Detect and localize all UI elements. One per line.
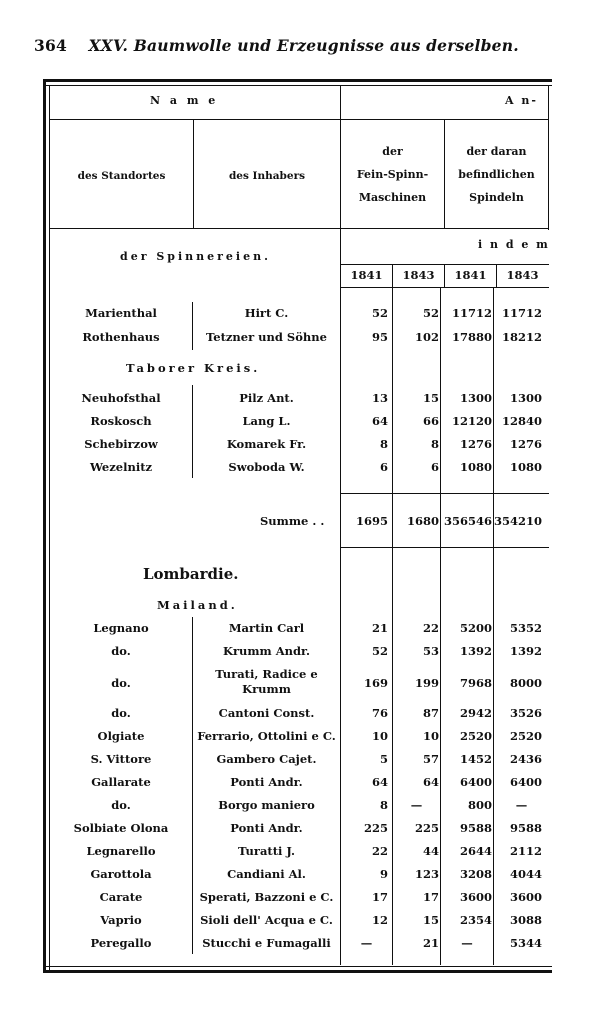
row-spindles-1841: —: [461, 936, 473, 950]
row-machines-1841: 95: [371, 330, 388, 344]
row-machines-1841: 5: [379, 752, 388, 766]
row-owner: Komarek Fr.: [226, 437, 307, 451]
row-spindles-1843: 2520: [509, 729, 542, 743]
row-spindles-1843: 5352: [509, 621, 542, 635]
row-place: Solbiate Olona: [73, 821, 169, 835]
row-machines-1843: 102: [414, 330, 439, 344]
year-1841-machines: 1841: [350, 268, 383, 282]
row-machines-1843: 52: [422, 306, 439, 320]
summe-m41: 1695: [355, 514, 388, 528]
row-place: do.: [111, 676, 131, 690]
year-1843-spindles: 1843: [506, 268, 539, 282]
row-owner: Turatti J.: [238, 844, 295, 858]
row-place: Neuhofsthal: [81, 391, 161, 405]
row-machines-1843: 17: [422, 890, 439, 904]
row-owner: Sperati, Bazzoni e C.: [199, 890, 334, 904]
row-machines-1843: 66: [422, 414, 439, 428]
chapter-title: XXV. Baumwolle und Erzeugnisse aus derselben.: [88, 36, 519, 55]
row-place: Gallarate: [91, 775, 151, 789]
row-machines-1843: 8: [430, 437, 439, 451]
row-spindles-1841: 1392: [459, 644, 492, 658]
row-place: Schebirzow: [84, 437, 158, 451]
heading-fein-line3: Maschinen: [358, 191, 427, 204]
heading-fein-line2: Fein-Spinn-: [356, 168, 429, 181]
heading-in-dem: i n d e m: [478, 238, 550, 251]
row-machines-1843: 64: [422, 775, 439, 789]
heading-spindeln-line1: der daran: [466, 145, 527, 158]
row-machines-1841: 64: [371, 414, 388, 428]
row-place: do.: [111, 706, 131, 720]
row-place: Legnano: [93, 621, 149, 635]
row-spindles-1841: 9588: [459, 821, 492, 835]
row-owner: Pilz Ant.: [239, 391, 294, 405]
row-spindles-1841: 1276: [459, 437, 492, 451]
row-owner: Swoboda W.: [228, 460, 305, 474]
row-machines-1843: 225: [414, 821, 439, 835]
row-machines-1843: 21: [422, 936, 439, 950]
row-place: Carate: [99, 890, 143, 904]
row-spindles-1843: —: [515, 798, 528, 812]
row-machines-1841: 52: [371, 306, 388, 320]
row-spindles-1843: 4044: [509, 867, 542, 881]
heading-spindeln: [445, 140, 548, 209]
row-machines-1843: 53: [422, 644, 439, 658]
row-machines-1843: 87: [422, 706, 439, 720]
row-place: Marienthal: [85, 306, 157, 320]
row-spindles-1843: 5344: [509, 936, 542, 950]
row-spindles-1843: 2436: [509, 752, 542, 766]
row-machines-1843: 6: [430, 460, 439, 474]
summe-s41: 356546: [443, 514, 492, 528]
row-spindles-1843: 3600: [509, 890, 542, 904]
row-spindles-1843: 1392: [509, 644, 542, 658]
row-spindles-1841: 7968: [459, 676, 492, 690]
heading-inhaber: des Inhabers: [228, 170, 306, 182]
row-machines-1841: 52: [371, 644, 388, 658]
row-place: do.: [111, 644, 131, 658]
row-machines-1843: —: [410, 798, 423, 812]
row-spindles-1841: 3208: [459, 867, 492, 881]
row-place: Vaprio: [100, 913, 142, 927]
row-machines-1843: 15: [422, 391, 439, 405]
row-spindles-1841: 800: [467, 798, 492, 812]
row-spindles-1843: 12840: [501, 414, 542, 428]
row-machines-1841: 76: [371, 706, 388, 720]
summe-label: Summe . .: [260, 514, 325, 528]
heading-standort: des Standortes: [77, 170, 166, 182]
row-place: S. Vittore: [90, 752, 152, 766]
row-machines-1841: 225: [363, 821, 388, 835]
row-place: do.: [111, 798, 131, 812]
heading-fein-line1: der: [382, 145, 403, 158]
row-place: Rothenhaus: [82, 330, 160, 344]
heading-spinnereien: der Spinnereien.: [120, 250, 271, 263]
row-spindles-1841: 2354: [459, 913, 492, 927]
row-machines-1843: 22: [422, 621, 439, 635]
row-owner: Tetzner und Söhne: [206, 330, 327, 344]
row-spindles-1841: 2644: [459, 844, 492, 858]
row-machines-1841: 21: [371, 621, 388, 635]
row-spindles-1843: 18212: [501, 330, 542, 344]
row-owner: Gambero Cajet.: [216, 752, 317, 766]
row-spindles-1841: 17880: [451, 330, 492, 344]
row-spindles-1843: 3526: [509, 706, 542, 720]
row-place: Wezelnitz: [89, 460, 153, 474]
column-an-heading: A n-: [505, 94, 538, 107]
row-spindles-1843: 3088: [509, 913, 542, 927]
row-machines-1843: 199: [414, 676, 439, 690]
heading-spindeln-line2: befindlichen: [458, 168, 535, 181]
row-spindles-1843: 8000: [509, 676, 542, 690]
row-spindles-1841: 1300: [459, 391, 492, 405]
column-name-heading: N a m e: [150, 94, 219, 107]
row-owner: Ponti Andr.: [230, 821, 303, 835]
row-owner: Martin Carl: [228, 621, 305, 635]
heading-fein-spinn: [341, 140, 444, 209]
row-owner: Turati, Radice e: [215, 667, 318, 681]
row-spindles-1843: 9588: [509, 821, 542, 835]
row-machines-1841: 17: [371, 890, 388, 904]
row-spindles-1841: 2520: [459, 729, 492, 743]
row-machines-1841: 13: [371, 391, 388, 405]
row-machines-1841: 10: [371, 729, 388, 743]
row-machines-1841: 64: [371, 775, 388, 789]
row-spindles-1841: 6400: [459, 775, 492, 789]
row-machines-1841: 169: [363, 676, 388, 690]
row-spindles-1841: 1452: [459, 752, 492, 766]
page-number: 364: [34, 36, 67, 55]
year-1843-machines: 1843: [402, 268, 435, 282]
section-taborer-kreis: Taborer Kreis.: [126, 361, 261, 375]
row-spindles-1843: 1276: [509, 437, 542, 451]
row-machines-1841: 6: [379, 460, 388, 474]
row-spindles-1841: 3600: [459, 890, 492, 904]
row-spindles-1841: 12120: [451, 414, 492, 428]
row-spindles-1841: 5200: [459, 621, 492, 635]
row-owner: Cantoni Const.: [218, 706, 315, 720]
row-owner: Krumm Andr.: [222, 644, 311, 658]
row-spindles-1841: 2942: [459, 706, 492, 720]
summe-m43: 1680: [406, 514, 439, 528]
row-owner: Lang L.: [242, 414, 291, 428]
section-mailand: Mailand.: [157, 598, 238, 612]
row-spindles-1843: 1300: [509, 391, 542, 405]
row-machines-1841: 9: [379, 867, 388, 881]
row-spindles-1843: 2112: [509, 844, 542, 858]
row-machines-1843: 44: [422, 844, 439, 858]
row-spindles-1843: 6400: [509, 775, 542, 789]
row-owner-cont: Krumm: [242, 682, 291, 696]
row-owner: Candiani Al.: [227, 867, 306, 881]
heading-spindeln-line3: Spindeln: [469, 191, 524, 204]
page-header: [34, 36, 519, 55]
row-spindles-1843: 11712: [501, 306, 542, 320]
summe-s43: 354210: [494, 514, 543, 528]
row-machines-1843: 57: [422, 752, 439, 766]
row-owner: Hirt C.: [244, 306, 289, 320]
row-machines-1841: 8: [379, 798, 388, 812]
row-machines-1841: 22: [371, 844, 388, 858]
row-place: Peregallo: [90, 936, 152, 950]
row-machines-1841: —: [360, 936, 373, 950]
row-spindles-1843: 1080: [509, 460, 542, 474]
row-place: Roskosch: [90, 414, 152, 428]
row-owner: Stucchi e Fumagalli: [202, 936, 331, 950]
row-place: Garottola: [90, 867, 152, 881]
row-owner: Ponti Andr.: [230, 775, 303, 789]
row-spindles-1841: 1080: [459, 460, 492, 474]
row-machines-1843: 123: [414, 867, 439, 881]
section-lombardie: Lombardie.: [143, 565, 239, 583]
row-owner: Ferrario, Ottolini e C.: [197, 729, 336, 743]
row-owner: Borgo maniero: [218, 798, 315, 812]
row-place: Legnarello: [86, 844, 156, 858]
row-owner: Sioli dell' Acqua e C.: [200, 913, 333, 927]
row-machines-1843: 15: [422, 913, 439, 927]
row-machines-1843: 10: [422, 729, 439, 743]
row-place: Olgiate: [97, 729, 145, 743]
row-machines-1841: 12: [371, 913, 388, 927]
row-machines-1841: 8: [379, 437, 388, 451]
year-1841-spindles: 1841: [454, 268, 487, 282]
row-spindles-1841: 11712: [451, 306, 492, 320]
